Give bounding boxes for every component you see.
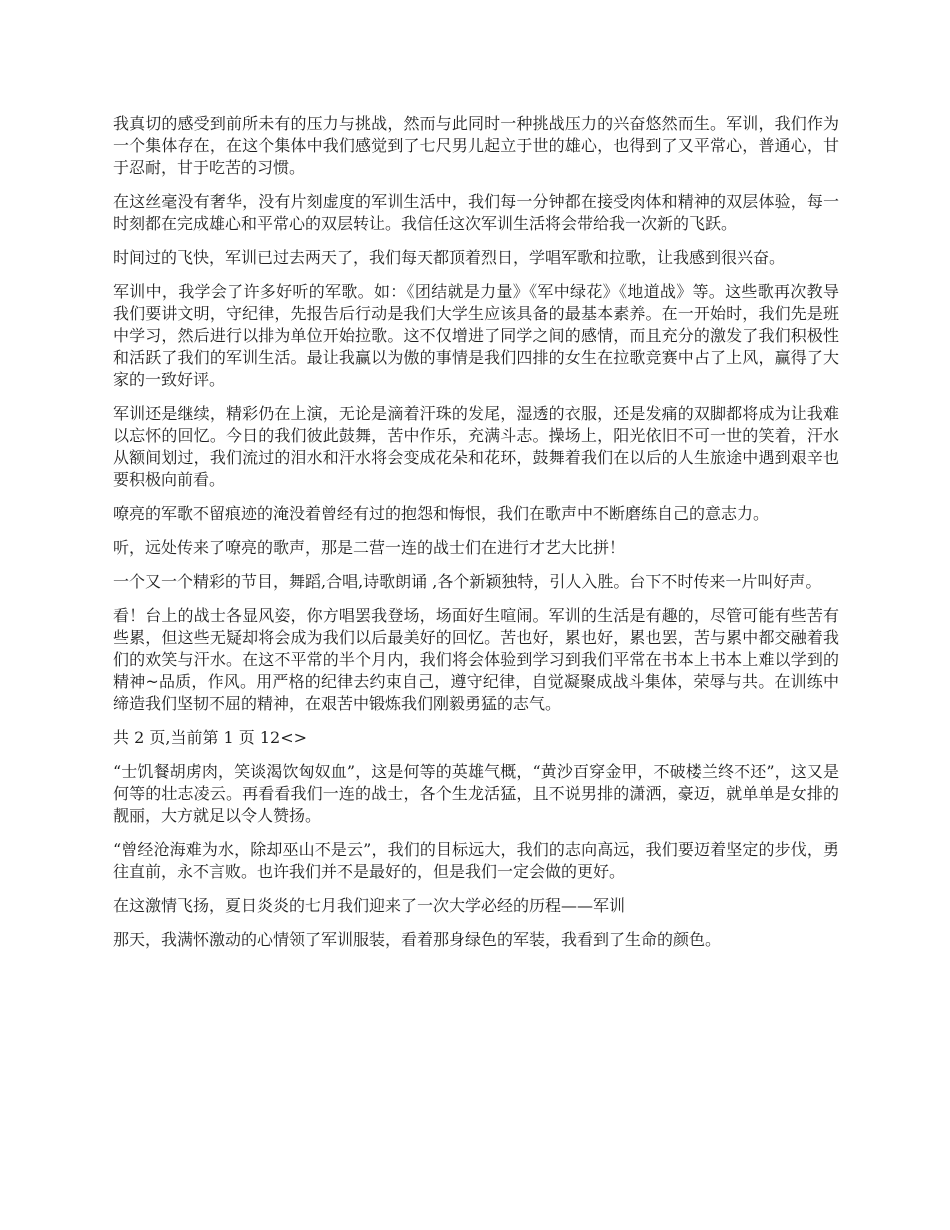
paragraph-time-flies: 时间过的飞快，军训已过去两天了，我们每天都顶着烈日，学唱军歌和拉歌，让我感到很兴奋。 xyxy=(113,248,786,267)
paragraph-songs-willpower: 嘹亮的军歌不留痕迹的淹没着曾经有过的抱怨和悔恨，我们在歌声中不断磨练自己的意志力。 xyxy=(113,504,770,523)
paragraph-pressure-challenge: 我真切的感受到前所未有的压力与挑战，然而与此同时一种挑战压力的兴奋悠然而生。军训，我们作为一个集体存在，在这个集体中我们感觉到了七尺男儿起立于世的雄心，也得到了又平常心，普通心，甘于忍耐，甘于吃苦的习惯。 xyxy=(113,114,839,177)
paragraph-july-training: 在这激情飞扬，夏日炎炎的七月我们迎来了一次大学必经的历程——军训 xyxy=(113,896,626,915)
paragraph-uniform: 那天，我满怀激动的心情领了军训服装，看着那身绿色的军装，我看到了生命的颜色。 xyxy=(113,930,722,949)
document-body xyxy=(113,113,839,963)
paragraph-goals: “曾经沧海难为水，除却巫山不是云”，我们的目标远大，我们的志向高远，我们要迈着坚定的步伐，勇往直前，永不言败。也许我们并不是最好的，但是我们一定会做的更好。 xyxy=(113,840,839,881)
paragraph-stage-performance: 看！台上的战士各显风姿，你方唱罢我登场，场面好生喧闹。军训的生活是有趣的，尽管可能有些苦有些累，但这些无疑却将会成为我们以后最美好的回忆。苦也好，累也好，累也罢，苦与累中都交融着我们的欢笑与汗水。在这不平常的半个月内，我们将会体验到学习到我们平常在书本上书本上难以学到的精神~品质，作风。用严格的纪律去约束自己，遵守纪律，自觉凝聚成战斗集体，荣辱与共。在训练中缔造我们坚韧不屈的精神，在艰苦中锻炼我们刚毅勇猛的志气。 xyxy=(113,606,839,713)
paragraph-military-life: 在这丝毫没有奢华，没有片刻虚度的军训生活中，我们每一分钟都在接受肉体和精神的双层体验，每一时刻都在完成雄心和平常心的双层转让。我信任这次军训生活将会带给我一次新的飞跃。 xyxy=(113,192,839,233)
paragraph-military-songs: 军训中，我学会了许多好听的军歌。如：《团结就是力量》《军中绿花》《地道战》等。这些歌再次教导我们要讲文明，守纪律，先报告后行动是我们大学生应该具备的最基本素养。在一开始时，我们先是班中学习，然后进行以排为单位开始拉歌。这不仅增进了同学之间的感情，而且充分的激发了我们积极性和活跃了我们的军训生活。最让我赢以为傲的事情是我们四排的女生在拉歌竞赛中占了上风，赢得了大家的一致好评。 xyxy=(113,282,839,389)
paragraph-training-continues: 军训还是继续，精彩仍在上演，无论是滴着汗珠的发尾，湿透的衣服，还是发痛的双脚都将成为让我难以忘怀的回忆。今日的我们彼此鼓舞，苦中作乐，充满斗志。操场上，阳光依旧不可一世的笑着，汗水从额间划过，我们流过的泪水和汗水将会变成花朵和花环，鼓舞着我们在以后的人生旅途中遇到艰辛也要积极向前看。 xyxy=(113,404,839,489)
paragraph-heroic-spirit: “士饥餐胡虏肉，笑谈渴饮匈奴血”，这是何等的英雄气概，“黄沙百穿金甲，不破楼兰终不还”，这又是何等的壮志凌云。再看看我们一连的战士，各个生龙活猛，且不说男排的潇洒，豪迈，就单单是女排的靓丽，大方就足以令人赞扬。 xyxy=(113,762,839,825)
paragraph-talent-contest: 听，远处传来了嘹亮的歌声，那是二营一连的战士们在进行才艺大比拼！ xyxy=(113,538,626,557)
pagination-info: 共 2 页,当前第 1 页 12<> xyxy=(113,728,308,747)
paragraph-programs: 一个又一个精彩的节目，舞蹈,合唱,诗歌朗诵 ,各个新颖独特，引人入胜。台下不时传来一片叫好声。 xyxy=(113,572,822,591)
